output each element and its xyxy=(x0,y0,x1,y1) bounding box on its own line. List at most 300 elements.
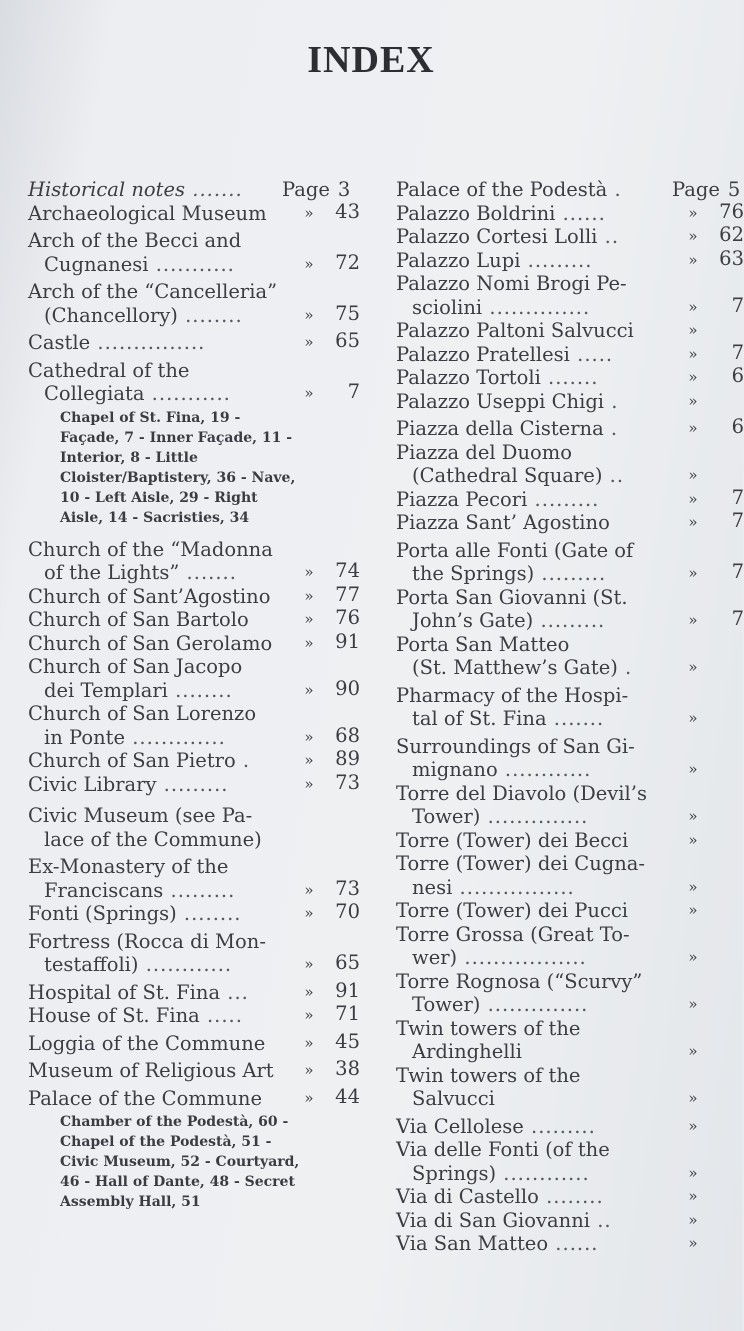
leader-dots: ................. xyxy=(457,946,587,969)
entry-label: Salvucci xyxy=(412,1087,495,1110)
index-entry xyxy=(28,229,368,276)
index-entry xyxy=(396,246,744,273)
page-number: 7 xyxy=(731,293,744,317)
entry-label: Palazzo Pratellesi xyxy=(396,342,570,366)
page-reference xyxy=(682,317,742,343)
ditto-mark: » xyxy=(688,203,698,222)
ditto-mark: » xyxy=(688,760,698,778)
index-entry xyxy=(396,441,742,488)
entry-text xyxy=(28,1004,296,1028)
entry-label: wer) xyxy=(412,946,458,969)
subentry-text: Chamber of the Podestà, 60 - Chapel of the Podestà, 51 - Civic Museum, 52 - Courtyard, 46 - Hall of Dante, 48 - Secret Assembly Hall, 51 xyxy=(60,1114,300,1210)
index-entry xyxy=(28,582,368,609)
entry-text xyxy=(396,609,694,633)
page-reference xyxy=(298,1030,364,1056)
index-entry xyxy=(28,629,368,656)
ditto-mark: » xyxy=(688,830,698,849)
ditto-mark: » xyxy=(688,1163,698,1182)
ditto-mark: » xyxy=(304,563,314,581)
page-number: 76 xyxy=(719,199,744,223)
index-entry xyxy=(396,1017,742,1064)
entry-label: (Cathedral Square) xyxy=(412,464,603,487)
ditto-mark: » xyxy=(688,391,698,410)
entry-text xyxy=(28,229,296,253)
page-number: 65 xyxy=(335,329,360,352)
ditto-mark: » xyxy=(304,633,314,652)
subentry-text: Chapel of St. Fina, 19 - Façade, 7 - Inner Façade, 11 - Interior, 8 - Little Cloister/Baptistery, 36 - Nave, 10 - Left Aisle, 29 - Right Aisle, 14 - Sacristies, 34 xyxy=(60,409,296,526)
entry-text xyxy=(28,178,296,202)
entry-label: Via Cellolese xyxy=(396,1114,524,1138)
ditto-mark: » xyxy=(304,751,314,769)
leader-dots: . xyxy=(603,417,619,440)
index-entry xyxy=(396,1064,742,1111)
index-entry xyxy=(28,1029,368,1056)
entry-label: Torre Rognosa (“Scurvy” xyxy=(396,969,643,993)
entry-text xyxy=(396,464,694,488)
ditto-mark: » xyxy=(304,254,314,273)
entry-label: in Ponte xyxy=(44,725,125,749)
index-entry xyxy=(28,770,368,797)
ditto-mark: » xyxy=(688,611,698,629)
page-number: 38 xyxy=(335,1057,360,1080)
entry-text xyxy=(396,343,678,367)
page-reference xyxy=(682,607,742,633)
ditto-mark: » xyxy=(688,419,698,437)
entry-label: Cugnanesi xyxy=(44,252,149,276)
leader-dots: ............ xyxy=(138,953,233,976)
page-reference xyxy=(682,560,742,586)
index-entry xyxy=(396,970,742,1017)
ditto-mark: » xyxy=(688,901,698,919)
index-entry xyxy=(396,417,742,441)
entry-label: Twin towers of the xyxy=(396,1063,581,1087)
leader-dots: .. xyxy=(602,464,625,487)
entry-label: Franciscans xyxy=(44,878,164,902)
ditto-mark: » xyxy=(304,680,314,699)
entry-label: Piazza del Duomo xyxy=(396,440,572,464)
entry-label: Church of San Bartolo xyxy=(28,608,249,631)
ditto-mark: » xyxy=(304,1061,314,1079)
entry-label: dei Templari xyxy=(44,678,168,702)
ditto-mark: » xyxy=(304,774,314,793)
leader-dots: ......... xyxy=(156,772,229,796)
ditto-mark: » xyxy=(688,1187,698,1205)
index-entry xyxy=(28,749,368,773)
page-reference xyxy=(682,1230,742,1256)
leader-dots: .. xyxy=(590,1208,612,1232)
entry-label: Torre Grossa (Great To- xyxy=(396,922,630,946)
index-entry xyxy=(396,319,742,343)
ditto-mark: » xyxy=(304,727,314,746)
page-reference xyxy=(682,1207,742,1233)
entry-label: sciolini xyxy=(412,295,483,319)
entry-text xyxy=(28,981,296,1005)
leader-dots: ......... xyxy=(527,487,600,511)
entry-text xyxy=(396,417,678,441)
page-reference xyxy=(298,1085,364,1111)
ditto-mark: » xyxy=(304,880,314,899)
entry-text xyxy=(28,304,312,328)
page-reference xyxy=(298,747,364,773)
ditto-mark: » xyxy=(304,955,314,973)
index-entry xyxy=(396,225,742,249)
entry-text xyxy=(396,852,678,876)
entry-label: Springs) xyxy=(412,1161,497,1185)
entry-text xyxy=(396,272,678,296)
page-reference xyxy=(282,178,351,202)
entry-label: the Springs) xyxy=(412,562,535,585)
entry-text xyxy=(396,829,678,853)
entry-label: nesi xyxy=(412,875,453,899)
entry-text xyxy=(396,684,678,708)
page-number: 3 xyxy=(337,178,351,201)
entry-label: (Chancellory) xyxy=(44,303,178,327)
page-reference xyxy=(298,606,364,632)
entry-label: Porta San Giovanni (St. xyxy=(396,585,628,609)
ditto-mark: » xyxy=(688,658,698,676)
index-entry xyxy=(396,899,742,923)
entry-label: Palace of the Podestà xyxy=(396,178,608,201)
ditto-mark: » xyxy=(688,709,698,727)
page-number: 65 xyxy=(335,951,360,974)
entry-text xyxy=(28,382,312,406)
page-reference xyxy=(682,223,742,249)
page-number: 43 xyxy=(335,199,360,223)
leader-dots: . xyxy=(235,749,251,772)
entry-text xyxy=(28,331,296,355)
entry-label: lace of the Commune) xyxy=(44,827,262,851)
ditto-mark: » xyxy=(688,1210,698,1229)
entry-text xyxy=(396,1115,678,1139)
page-reference xyxy=(298,951,364,977)
page-reference xyxy=(682,827,742,853)
page-number: 68 xyxy=(335,723,360,747)
index-entry xyxy=(28,1084,368,1111)
page-number: 75 xyxy=(335,301,360,325)
index-entry xyxy=(396,485,744,512)
leader-dots: ... xyxy=(220,980,249,1004)
entry-label: Twin towers of the xyxy=(396,1016,581,1040)
entry-label: Piazza Sant’ Agostino xyxy=(396,511,610,534)
entry-text xyxy=(396,993,694,1017)
ditto-mark: » xyxy=(688,807,698,825)
page-reference xyxy=(682,654,742,680)
entry-text xyxy=(28,702,296,726)
entry-label: Historical notes xyxy=(28,178,186,201)
page-number: 72 xyxy=(335,250,360,274)
page-reference xyxy=(298,559,364,585)
ditto-mark: » xyxy=(688,513,698,531)
entry-label: John’s Gate) xyxy=(412,609,534,632)
entry-text xyxy=(28,879,312,903)
page-reference xyxy=(682,1038,742,1064)
index-entry xyxy=(396,390,742,414)
index-entry xyxy=(28,1059,368,1083)
entry-label: Church of San Gerolamo xyxy=(28,631,273,655)
page-number: 7 xyxy=(731,485,744,509)
entry-label: Torre (Tower) dei Cugna- xyxy=(396,852,646,875)
leader-dots: . xyxy=(617,656,633,679)
entry-label: Church of the “Madonna xyxy=(28,537,273,561)
leader-dots: .. xyxy=(597,225,620,248)
page-reference xyxy=(682,897,742,923)
index-entry xyxy=(396,272,742,319)
entry-label: Palazzo Cortesi Lolli xyxy=(396,225,598,248)
page-reference xyxy=(298,1002,364,1028)
entry-label: Via di San Giovanni xyxy=(396,1208,591,1232)
ditto-mark: » xyxy=(688,250,698,269)
index-entry xyxy=(396,735,742,782)
entry-text xyxy=(28,749,296,773)
entry-text xyxy=(28,855,296,879)
entry-label: Palazzo Useppi Chigi xyxy=(396,389,605,413)
entry-label: Civic Museum (see Pa- xyxy=(28,804,253,827)
page-number: 63 xyxy=(719,246,744,270)
index-entry xyxy=(28,608,368,632)
entry-text xyxy=(396,656,694,680)
entry-text xyxy=(396,390,678,414)
entry-label: Torre (Tower) dei Becci xyxy=(396,828,629,852)
entry-text xyxy=(396,539,678,563)
entry-text xyxy=(396,1232,678,1256)
entry-text xyxy=(28,561,312,585)
entry-text xyxy=(396,319,678,343)
entry-text xyxy=(28,679,312,703)
index-entry xyxy=(28,804,368,851)
entry-label: Civic Library xyxy=(28,772,157,796)
ditto-mark: » xyxy=(688,321,698,339)
entry-text xyxy=(28,953,312,977)
page-reference xyxy=(298,877,364,903)
index-entry xyxy=(28,538,368,585)
entry-label: Porta San Matteo xyxy=(396,632,570,656)
entry-text xyxy=(396,946,694,970)
entry-text xyxy=(28,726,312,750)
ditto-mark: » xyxy=(304,982,314,1001)
leader-dots: ....... xyxy=(179,561,237,584)
leader-dots: . xyxy=(607,178,622,201)
page-word: Page xyxy=(672,178,720,201)
entry-label: Palazzo Paltoni Salvucci xyxy=(396,319,634,342)
ditto-mark: » xyxy=(688,297,698,316)
entry-label: Porta alle Fonti (Gate of xyxy=(396,538,634,562)
index-entry xyxy=(396,1185,742,1209)
entry-label: Tower) xyxy=(412,993,481,1016)
ditto-mark: » xyxy=(304,305,314,324)
index-entry xyxy=(28,855,368,902)
page-reference xyxy=(682,874,742,900)
entry-label: (St. Matthew’s Gate) xyxy=(412,656,618,679)
entry-label: Ex-Monastery of the xyxy=(28,855,229,878)
entry-label: Palazzo Tortoli xyxy=(396,366,541,389)
page-reference xyxy=(672,178,741,202)
ditto-mark: » xyxy=(688,564,698,582)
entry-text xyxy=(28,632,296,656)
ditto-mark: » xyxy=(304,1088,314,1107)
index-entry xyxy=(28,902,368,926)
entry-label: Palace of the Commune xyxy=(28,1086,262,1110)
index-entry xyxy=(396,366,742,390)
entry-text xyxy=(396,511,678,535)
page-title: INDEX xyxy=(307,39,435,81)
ditto-mark: » xyxy=(688,368,698,386)
entry-text xyxy=(396,923,678,947)
page-number: 73 xyxy=(335,876,360,900)
ditto-mark: » xyxy=(304,1033,314,1052)
entry-text xyxy=(28,828,312,852)
index-entry xyxy=(28,1004,368,1028)
entry-text xyxy=(396,488,678,512)
entry-label: Via di Castello xyxy=(396,1185,539,1208)
entry-text xyxy=(396,805,694,829)
index-entry xyxy=(28,331,368,355)
index-entry xyxy=(396,1209,742,1233)
index-entry xyxy=(396,829,742,853)
entry-label: Hospital of St. Fina xyxy=(28,980,221,1004)
page-number: 89 xyxy=(335,747,360,770)
entry-text xyxy=(28,585,296,609)
page-reference xyxy=(298,630,364,656)
page-reference xyxy=(682,1183,742,1209)
leader-dots: ...... xyxy=(548,1232,599,1255)
leader-dots: ......... xyxy=(520,248,593,272)
entry-text xyxy=(28,804,296,828)
index-entry xyxy=(28,702,368,749)
page-number: 71 xyxy=(335,1002,360,1025)
page-number: 7 xyxy=(731,509,744,532)
index-entry xyxy=(396,684,742,731)
index-entry xyxy=(396,199,744,226)
entry-label: Palazzo Nomi Brogi Pe- xyxy=(396,272,627,295)
entry-text xyxy=(396,1162,694,1186)
entry-text xyxy=(396,1087,694,1111)
entry-text xyxy=(28,280,296,304)
page-number: 44 xyxy=(335,1084,360,1108)
page-reference xyxy=(682,1160,742,1186)
page-number: 6 xyxy=(731,364,744,387)
page-reference xyxy=(682,991,742,1017)
entry-label: Castle xyxy=(28,331,91,354)
page-number: 7 xyxy=(731,560,744,583)
ditto-mark: » xyxy=(688,1042,698,1060)
entry-gap xyxy=(28,530,368,538)
leader-dots: .............. xyxy=(480,805,589,828)
page-number: 70 xyxy=(335,900,360,923)
entry-text xyxy=(28,608,296,632)
ditto-mark: » xyxy=(688,1089,698,1107)
entry-label: Tower) xyxy=(412,805,481,828)
entry-label: tal of St. Fina xyxy=(412,707,547,730)
page-reference xyxy=(682,294,742,320)
ditto-mark: » xyxy=(304,333,314,351)
index-entry xyxy=(396,633,742,680)
entry-label: of the Lights” xyxy=(44,561,180,584)
page-number: 91 xyxy=(335,629,360,653)
page-reference xyxy=(298,251,364,277)
page-word: Page xyxy=(282,178,330,201)
page-number: 62 xyxy=(719,223,744,246)
entry-text xyxy=(396,366,678,390)
entry-text xyxy=(28,930,296,954)
index-entry xyxy=(28,359,368,406)
page-number: 74 xyxy=(335,559,360,582)
page-reference xyxy=(682,247,742,273)
entry-text xyxy=(396,1040,694,1064)
leader-dots: ....... xyxy=(540,366,599,389)
ditto-mark: » xyxy=(688,877,698,896)
entry-text xyxy=(28,902,296,926)
entry-text xyxy=(28,359,296,383)
ditto-mark: » xyxy=(304,203,314,222)
ditto-mark: » xyxy=(688,1234,698,1252)
leader-dots: .............. xyxy=(480,993,589,1016)
entry-text xyxy=(396,1138,678,1162)
page-number: 76 xyxy=(335,606,360,629)
entry-text xyxy=(28,655,296,679)
index-entry xyxy=(396,1138,742,1185)
page-reference xyxy=(298,583,364,609)
entry-label: Arch of the Becci and xyxy=(28,229,242,252)
entry-label: Pharmacy of the Hospi- xyxy=(396,683,629,707)
entry-label: Collegiata xyxy=(44,382,145,405)
page-number: 7 xyxy=(731,607,744,630)
page-reference xyxy=(298,677,364,703)
page-reference xyxy=(682,462,742,488)
page-number: 91 xyxy=(335,978,360,1002)
page-reference xyxy=(298,724,364,750)
entry-label: Surroundings of San Gi- xyxy=(396,734,635,758)
leader-dots: ..... xyxy=(569,342,614,366)
entry-label: Church of San Jacopo xyxy=(28,655,243,678)
entry-label: Cathedral of the xyxy=(28,358,190,382)
index-entry xyxy=(396,511,742,535)
page-reference xyxy=(682,944,742,970)
page-reference xyxy=(298,900,364,926)
entry-text xyxy=(28,253,312,277)
leader-dots: ...... xyxy=(555,201,606,225)
page-number: 73 xyxy=(335,770,360,794)
ditto-mark: » xyxy=(688,995,698,1013)
page-number: 45 xyxy=(335,1029,360,1053)
entry-label: Loggia of the Commune xyxy=(28,1031,266,1055)
page-reference xyxy=(682,1113,742,1139)
page-number: 7 xyxy=(731,340,744,364)
leader-dots: . xyxy=(604,389,619,413)
page-reference xyxy=(298,771,364,797)
entry-text xyxy=(396,758,694,782)
entry-label: testaffoli) xyxy=(44,953,139,976)
entry-label: Fonti (Springs) xyxy=(28,902,177,925)
entry-label: House of St. Fina xyxy=(28,1004,200,1027)
entry-text xyxy=(396,249,678,273)
index-column-left xyxy=(28,178,368,1214)
ditto-mark: » xyxy=(688,227,698,245)
entry-label: Piazza della Cisterna xyxy=(396,417,604,440)
entry-text xyxy=(396,562,694,586)
leader-dots: ........ xyxy=(177,303,243,327)
leader-dots: ........... xyxy=(144,382,231,405)
index-entry xyxy=(396,923,742,970)
entry-label: Via San Matteo xyxy=(396,1232,549,1255)
index-entry xyxy=(396,1232,742,1256)
index-entry xyxy=(28,280,368,327)
page-reference xyxy=(682,1085,742,1111)
entry-text xyxy=(396,1064,678,1088)
index-entry xyxy=(396,178,742,202)
index-entry xyxy=(396,852,742,899)
leader-dots: ..... xyxy=(199,1004,243,1027)
page-number: 6 xyxy=(731,415,744,438)
